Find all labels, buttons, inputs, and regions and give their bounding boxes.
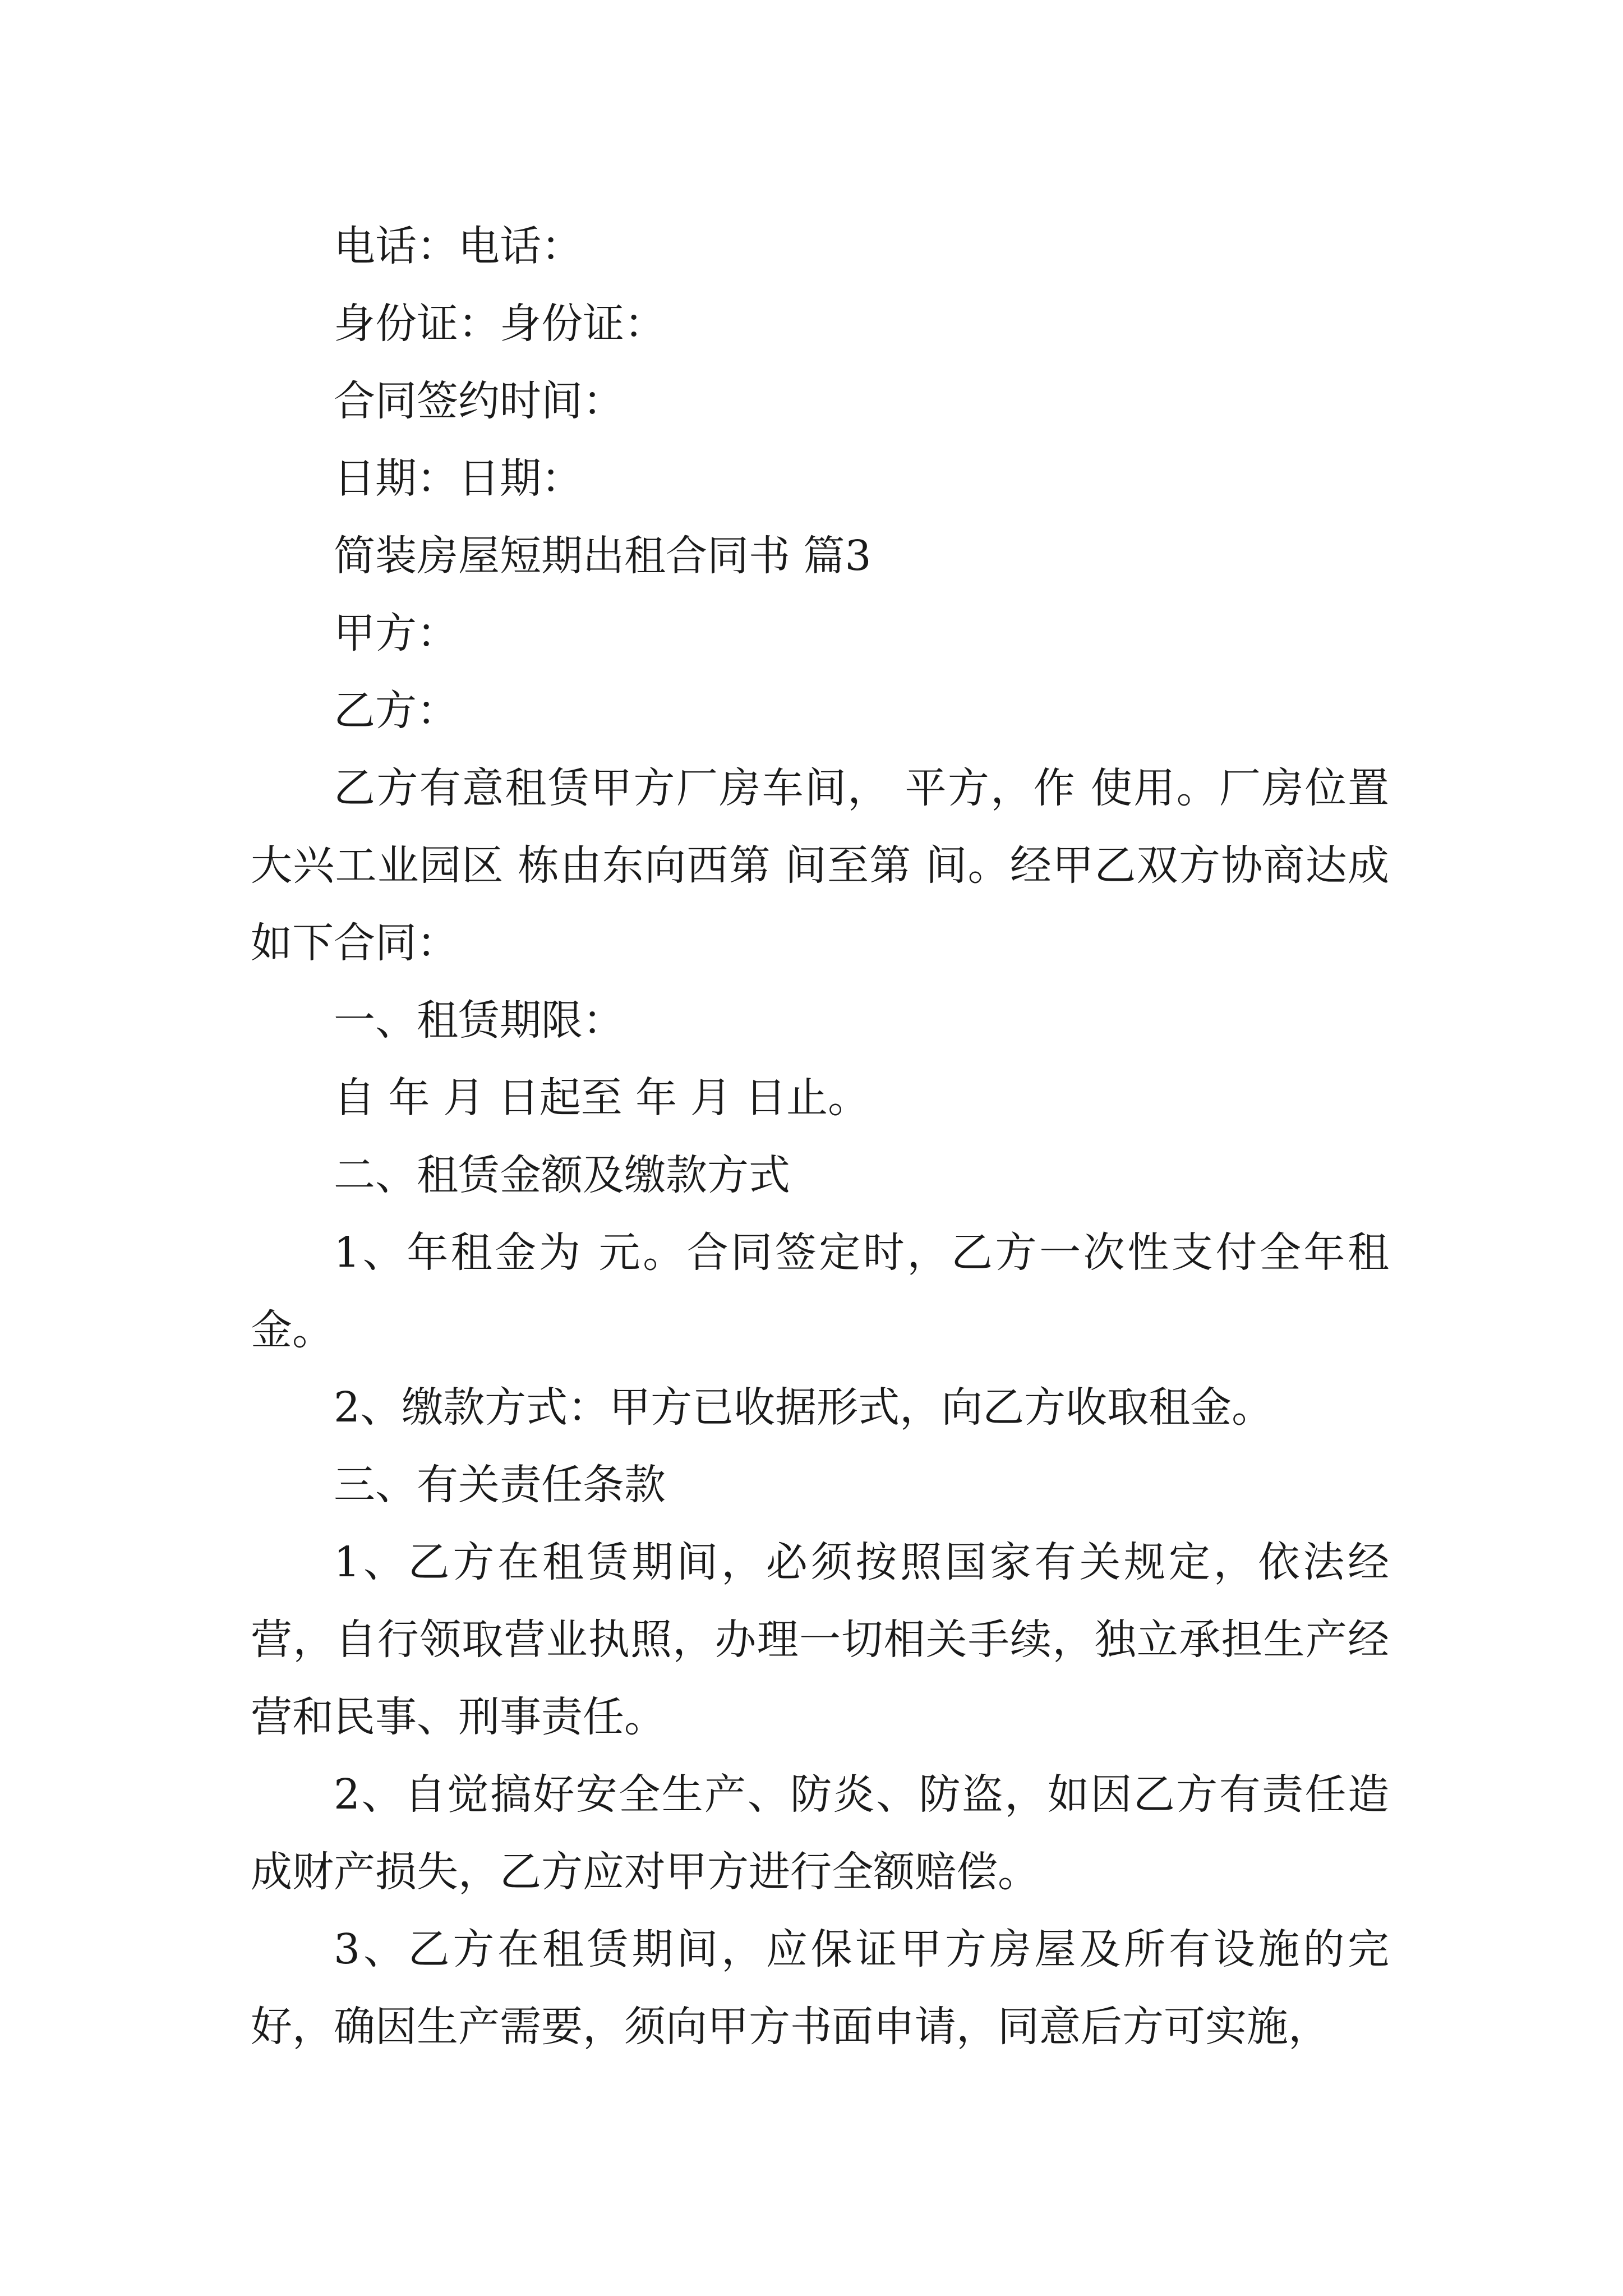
rent-clause-1: 1、年租金为 元。合同签定时，乙方一次性支付全年租金。	[251, 1228, 1389, 1354]
signing-time-line: 合同签约时间：	[334, 377, 624, 425]
id-card-line: 身份证：身份证：	[334, 300, 666, 348]
intro-paragraph: 乙方有意租赁甲方厂房车间， 平方，作 使用。厂房位置大兴工业园区 栋由东向西第 间至第 间。经甲乙双方协商达成如下合同：	[251, 764, 1389, 967]
responsibility-clause-2: 2、自觉搞好安全生产、防炎、防盗，如因乙方有责任造成财产损失，乙方应对甲方进行全额赔偿。	[251, 1770, 1389, 1896]
section-responsibility-heading: 三、有关责任条款	[334, 1461, 666, 1509]
responsibility-clause-1: 1、乙方在租赁期间，必须按照国家有关规定，依法经营，自行领取营业执照，办理一切相关手续，独立承担生产经营和民事、刑事责任。	[251, 1538, 1389, 1741]
party-a-line: 甲方：	[334, 609, 458, 657]
date-line: 日期：日期：	[334, 454, 583, 503]
section-rent-heading: 二、租赁金额及缴款方式	[334, 1151, 790, 1199]
rent-clause-2: 2、缴款方式：甲方已收据形式，向乙方收取租金。	[334, 1383, 1274, 1432]
responsibility-clause-3: 3、乙方在租赁期间，应保证甲方房屋及所有设施的完好，确因生产需要，须向甲方书面申请，同意后方可实施，	[251, 1925, 1389, 2051]
phone-line: 电话：电话：	[334, 222, 583, 270]
section-lease-term-heading: 一、租赁期限：	[334, 996, 624, 1045]
lease-term-paragraph: 自 年 月 日起至 年 月 日止。	[334, 1074, 870, 1122]
contract-title: 简装房屋短期出租合同书 篇3	[334, 532, 872, 580]
party-b-line: 乙方：	[334, 687, 458, 735]
document-body	[251, 208, 1389, 2065]
